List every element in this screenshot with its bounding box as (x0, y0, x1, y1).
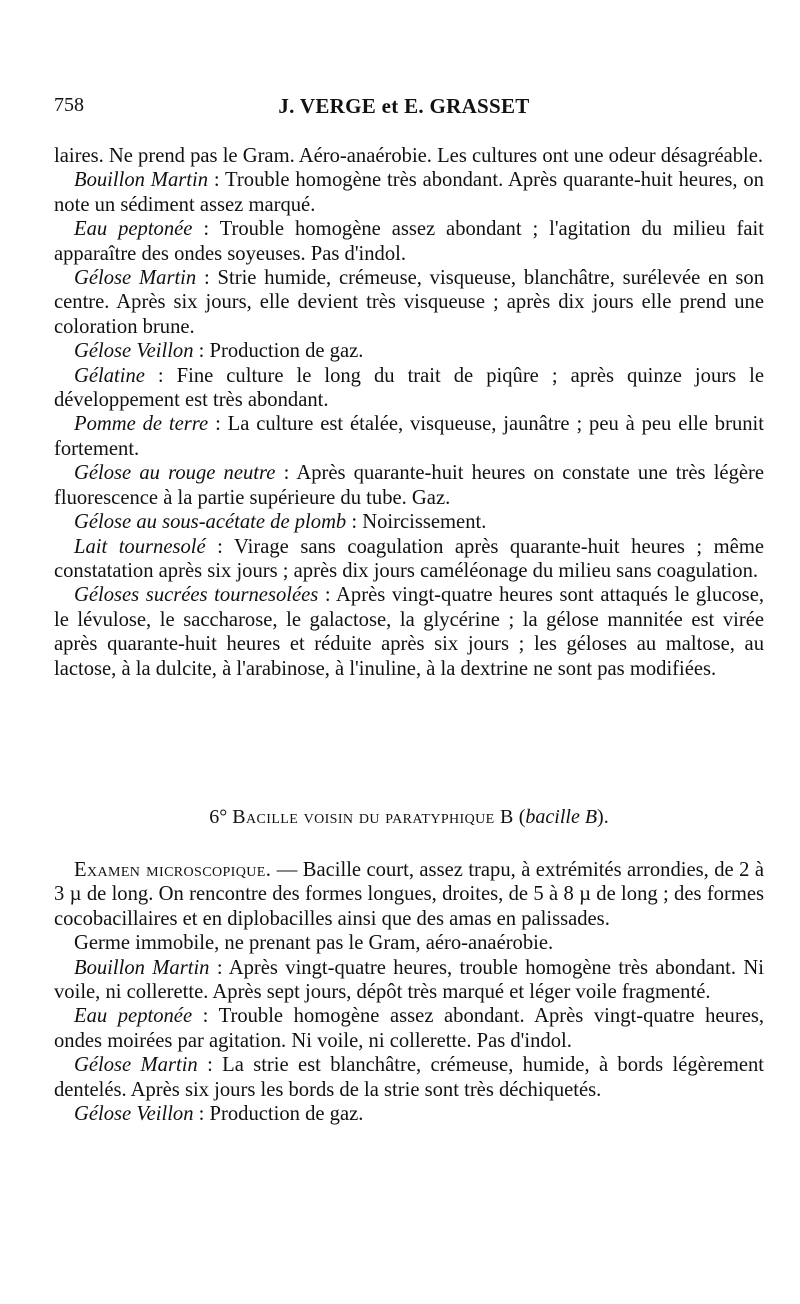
paragraph (54, 1004, 764, 1053)
bacillus-description-block (54, 858, 764, 1126)
paragraph-text: : Production de gaz. (193, 1103, 364, 1126)
section-number: 6° (209, 806, 228, 828)
section-heading (54, 806, 764, 829)
paragraph-text: : La culture est étalée, visqueuse, jaunâtre ; peu à peu elle brunit fortement. (54, 413, 764, 460)
medium-label: Gélose au rouge neutre (74, 462, 276, 485)
paragraph (54, 217, 764, 266)
paragraph (54, 144, 764, 168)
paragraph (54, 1053, 764, 1102)
paragraph (54, 339, 764, 363)
medium-label: Bouillon Martin (74, 956, 210, 979)
page-header (54, 94, 754, 124)
paragraph-text: : Trouble homogène assez abondant ; l'agitation du milieu fait apparaître des ondes soyeuses. Pas d'indol. (54, 218, 764, 265)
paragraph (54, 510, 764, 534)
exam-label: Examen microscopique. (74, 859, 272, 881)
paragraph-text: laires. Ne prend pas le Gram. Aéro-anaérobie. Les cultures ont une odeur désagréable. (54, 145, 764, 167)
paragraph-text: : Après quarante-huit heures on constate une très légère fluorescence à la partie supérieure du tube. Gaz. (54, 462, 765, 509)
medium-label: Gélose Martin (74, 267, 197, 290)
paragraph (54, 931, 764, 955)
paragraph (54, 461, 764, 510)
medium-label: Gélose au sous-acétate de plomb (74, 511, 347, 534)
medium-label: Eau peptonée (74, 218, 193, 241)
medium-label: Pomme de terre (74, 413, 209, 436)
paragraph (54, 858, 764, 931)
paragraph (54, 168, 764, 217)
paragraph (54, 956, 764, 1005)
section-title: Bacille voisin du paratyphique B (232, 806, 514, 828)
paragraph-text: — Bacille court, assez trapu, à extrémités arrondies, de 2 à 3 µ de long. On rencontre des formes longues, droites, de 5 à 8 µ de long ; des formes cocobacillaires et en diplobacilles ainsi que des amas en palissades. (54, 859, 765, 930)
paragraph-text: : Fine culture le long du trait de piqûre ; après quinze jours le développement est très abondant. (54, 364, 764, 412)
medium-label: Gélose Veillon (74, 1103, 194, 1126)
medium-label: Bouillon Martin (74, 169, 208, 192)
paragraph (54, 266, 764, 339)
medium-label: Lait tournesolé (74, 535, 206, 558)
paragraph-text: : Noircissement. (346, 511, 487, 534)
paragraph-text: : La strie est blanchâtre, crémeuse, humide, à bords légèrement dentelés. Après six jours les bords de la strie sont très déchiquetés. (54, 1054, 764, 1101)
culture-description-block (54, 144, 764, 681)
paragraph (54, 535, 764, 584)
medium-label: Gélose Veillon (74, 340, 194, 363)
page-number: 758 (54, 94, 84, 116)
running-title: J. VERGE et E. GRASSET (278, 94, 530, 118)
medium-label: Gélatine (74, 364, 145, 387)
paragraph (54, 364, 764, 413)
paragraph-text: Germe immobile, ne prenant pas le Gram, aéro-anaérobie. (74, 932, 554, 955)
paragraph-text: : Strie humide, crémeuse, visqueuse, blanchâtre, surélevée en son centre. Après six jours, elle devient très visqueuse ; après dix jours elle prend une coloration brune. (54, 267, 764, 338)
paragraph-text: : Trouble homogène très abondant. Après quarante-huit heures, on note un sédiment assez marqué. (54, 169, 764, 216)
paragraph-text: : Après vingt-quatre heures, trouble homogène très abondant. Ni voile, ni collerette. Après sept jours, dépôt très marqué et léger voile fragmenté. (54, 956, 764, 1004)
paragraph (54, 412, 764, 461)
medium-label: Eau peptonée (74, 1005, 193, 1028)
paragraph-text: : Après vingt-quatre heures sont attaqués le glucose, le lévulose, le saccharose, le galactose, la glycérine ; la gélose mannitée est virée après quarante-huit heures et réduite après six jours ; les géloses au maltose, au lactose, à la dulcite, à l'arabinose, à l'inuline, à la dextrine ne sont pas modifiées. (54, 584, 764, 680)
section-paren-open: ( (513, 806, 526, 828)
paragraph-text: : Trouble homogène assez abondant. Après vingt-quatre heures, ondes moirées par agitation. Ni voile, ni collerette. Pas d'indol. (54, 1005, 764, 1052)
paragraph-text: : Virage sans coagulation après quarante-huit heures ; même constatation après six jours ; après dix jours caméléonage du milieu sans coagulation. (54, 535, 764, 582)
paragraph-text: : Production de gaz. (193, 340, 364, 363)
section-paren-close: ). (597, 806, 609, 828)
paragraph (54, 1102, 764, 1126)
paragraph (54, 583, 764, 681)
section-paren-label: bacille B (525, 806, 598, 828)
medium-label: Gélose Martin (74, 1054, 198, 1077)
medium-label: Géloses sucrées tournesolées (74, 584, 319, 607)
